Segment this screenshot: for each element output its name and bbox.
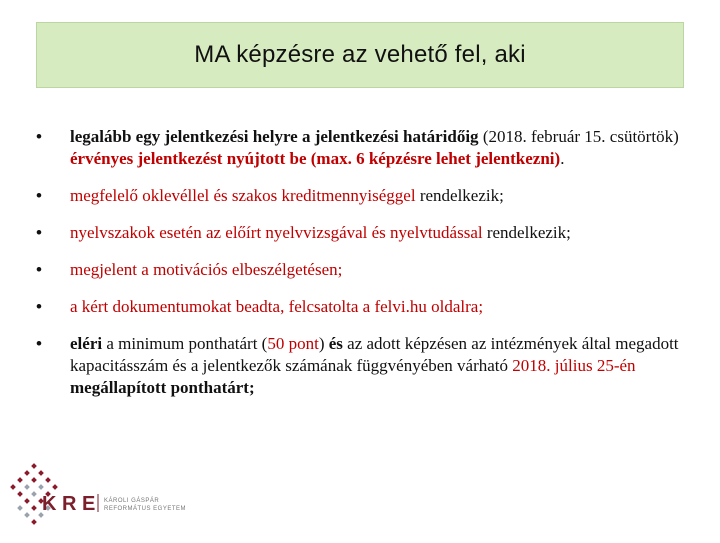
bullet-icon: •	[36, 127, 42, 146]
list-item-text: (2018. február 15. csütörtök)	[478, 127, 679, 146]
logo-letters: K R E	[42, 493, 96, 515]
list-item	[36, 126, 684, 170]
title-banner	[36, 22, 684, 88]
list-item-text: nyelvszakok esetén az előírt nyelvvizsgával és nyelvtudással	[70, 223, 483, 242]
list-item-text: )	[318, 334, 329, 353]
list-item-text: 2018. július 25-én	[512, 356, 636, 375]
list-item-text: legalább egy jelentkezési helyre a jelentkezési határidőig	[70, 127, 479, 146]
list-item-text: megfelelő oklevéllel és szakos kreditmennyiséggel	[70, 186, 416, 205]
bullet-icon: •	[36, 334, 42, 353]
list-item-text: megjelent a motivációs elbeszélgetésen;	[70, 260, 343, 279]
criteria-list	[36, 126, 684, 414]
list-item-text: érvényes jelentkezést nyújtott be (max. 6 képzésre lehet jelentkezni)	[70, 149, 561, 168]
bullet-icon: •	[36, 186, 42, 205]
list-item-text: .	[560, 149, 565, 168]
list-item	[36, 296, 684, 318]
list-item	[36, 333, 684, 399]
list-item-text: a minimum ponthatárt (	[102, 334, 268, 353]
university-logo	[8, 460, 188, 538]
list-item-text: megállapított ponthatárt;	[70, 378, 255, 397]
list-item	[36, 222, 684, 244]
list-item-text: és	[328, 334, 343, 353]
bullet-icon: •	[36, 260, 42, 279]
list-item-text: rendelkezik;	[482, 223, 571, 242]
list-item-text: a kért dokumentumokat beadta, felcsatolta a felvi.hu oldalra;	[70, 297, 484, 316]
list-item	[36, 259, 684, 281]
list-item-text: rendelkezik;	[415, 186, 504, 205]
logo-line1: KÁROLI GÁSPÁR	[104, 498, 160, 504]
list-item-text: eléri	[70, 334, 103, 353]
list-item-text: 50 pont	[267, 334, 319, 353]
list-item-text: az adott képzésen az intézmények által megadott kapacitásszám és a jelentkezők számának függvényében várható	[70, 334, 679, 375]
bullet-icon: •	[36, 223, 42, 242]
logo-line2: REFORMÁTUS EGYETEM	[104, 506, 187, 512]
list-item	[36, 185, 684, 207]
kre-logo-icon	[8, 460, 188, 538]
page-title: MA képzésre az vehető fel, aki	[194, 41, 526, 68]
bullet-icon: •	[36, 297, 42, 316]
